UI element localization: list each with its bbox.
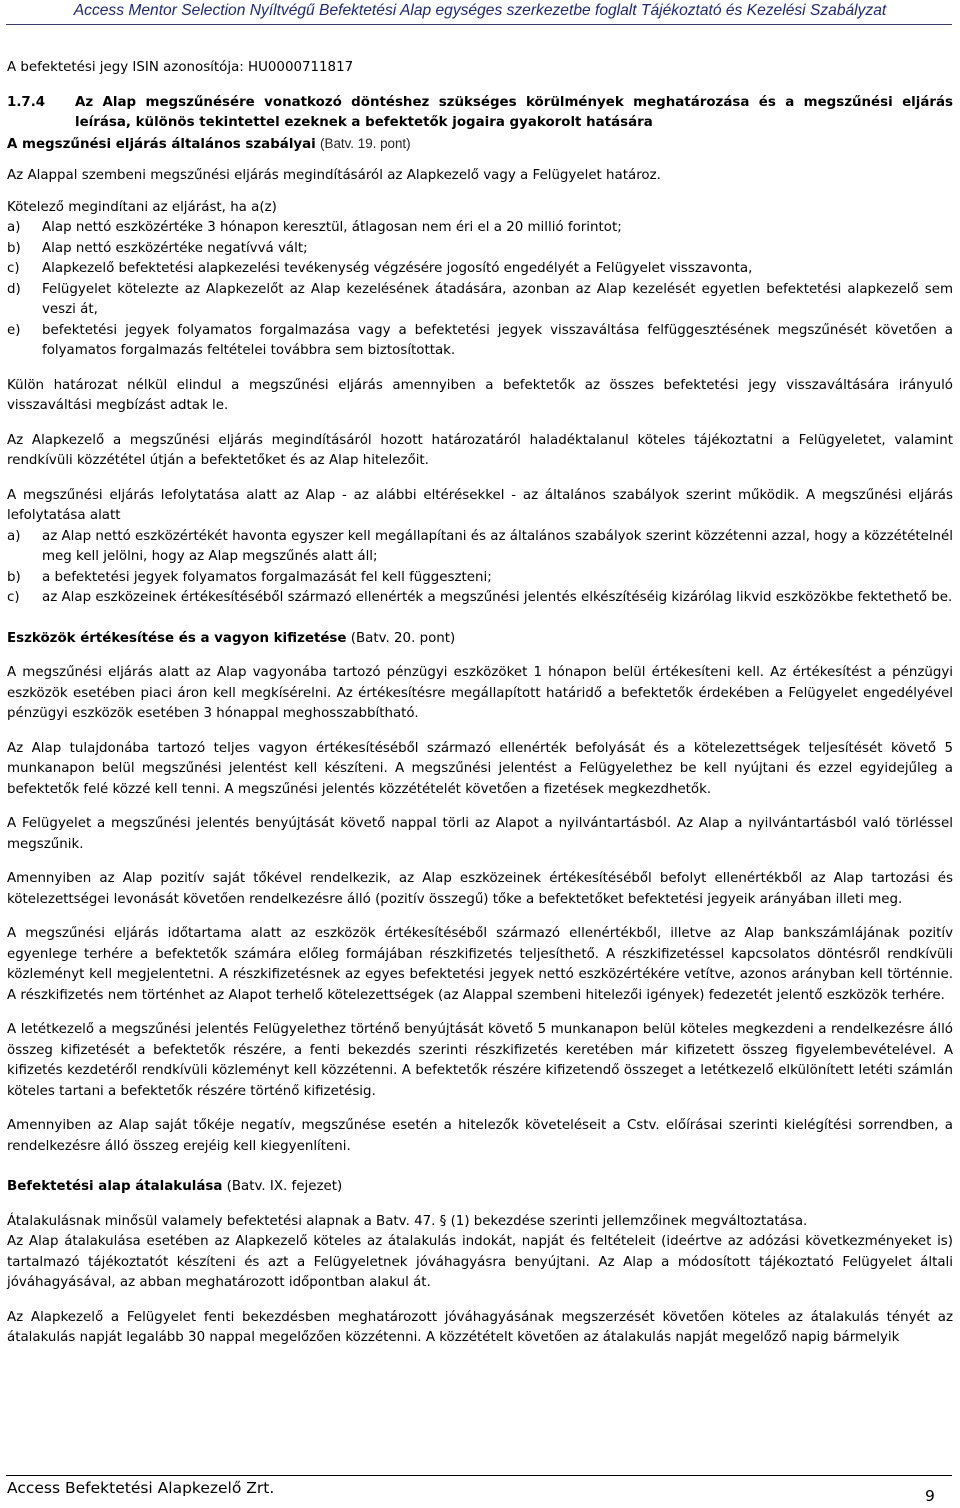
subheading-title: A megszűnési eljárás általános szabályai (7, 136, 316, 152)
paragraph: Az Alapkezelő a megszűnési eljárás megindításáról hozott határozatáról haladéktalanul köteles tájékoztatni a Felügyeletet, valamint rendkívüli közzététel útján a befektetőket és az Alap hitelezőit. (7, 432, 953, 468)
subheading-ref: (Batv. IX. fejezet) (226, 1179, 343, 1194)
page-header (0, 0, 960, 30)
header-brand: Access (73, 2, 125, 19)
isin-line: A befektetési jegy ISIN azonosítója: HU0000711817 (7, 60, 354, 75)
list-text: Felügyelet kötelezte az Alapkezelőt az Alap kezelésének átadására, azonban az Alap kezelését egyetlen befektetési alapkezelő sem veszi át, (42, 281, 953, 317)
document-body (7, 58, 953, 1349)
paragraph: Az Alappal szembeni megszűnési eljárás megindításáról az Alapkezelő vagy a Felügyelet határoz. (7, 168, 661, 183)
list-label: b) (7, 569, 21, 585)
paragraph: Az Alapkezelő a Felügyelet fenti bekezdésben meghatározott jóváhagyásának megszerzését követően köteles az átalakulás tényét az átalakulás napját legalább 30 nappal megelőzően közzétenni. A közzétételt követően az átalakulás napját megelőző napig bármelyik (7, 1309, 953, 1345)
list-label: a) (7, 528, 21, 544)
list-text: a befektetési jegyek folyamatos forgalmazását fel kell függeszteni; (42, 569, 492, 585)
list-item (7, 568, 953, 589)
list-label: c) (7, 261, 20, 276)
paragraph: Amennyiben az Alap saját tőkéje negatív, megszűnése esetén a hitelezők követeléseit a Cstv. előírásai szerinti kielégítési sorrendben, a rendelkezésre álló összeg erejéig kell kiegyenlíteni. (7, 1118, 953, 1154)
paragraph: A megszűnési eljárás időtartama alatt az eszközök értékesítéséből származó ellenértékből, illetve az Alap bankszámlájának pozitív egyenlege terhére a befektetők számára előleg formájában részkifizetés teljesíthető. A részkifizetéssel kapcsolatos döntésről rendkívüli közleményt kell megjelentetni. A részkifizetésnek az egyes befektetési jegyek nettó eszközértékére vetítve, azonos arányban kell történnie. A részkifizetés nem történhet az Alapot terhelő kötelezettségek (az Alappal szembeni hitelezői igények) fedezetét jelentő eszközök terhére. (7, 926, 953, 1003)
subheading-ref: (Batv. 19. pont) (320, 135, 411, 151)
paragraph: Kötelező megindítani az eljárást, ha a(z) (7, 199, 277, 215)
section-number: 1.7.4 (7, 94, 46, 110)
list-item (7, 527, 953, 568)
footer-company: Access Befektetési Alapkezelő Zrt. (7, 1479, 275, 1497)
paragraph: Amennyiben az Alap pozitív saját tőkével rendelkezik, az Alap eszközeinek értékesítéséből befolyt ellenértékből az Alap tartozási és kötelezettségei levonását követően rendelkezésre álló (pozitív összegű) tőke a befektetőket befektetési jegyeik arányában illeti meg. (7, 871, 953, 907)
list-label: b) (7, 240, 21, 256)
list-label: a) (7, 220, 21, 235)
list-item (7, 280, 953, 321)
paragraph: A megszűnési eljárás alatt az Alap vagyonába tartozó pénzügyi eszközöket 1 hónapon belül értékesíteni kell. Az értékesítést a pénzügyi eszközök esetében piaci áron kell megkísérelni. Az értékesítésre megállapított határidő a befektetők érdekében a Felügyelet engedélyével pénzügyi eszközök esetében 3 hónappal meghosszabbítható. (7, 665, 953, 721)
subheading-ref: (Batv. 20. pont) (350, 630, 456, 646)
section-title: Az Alap megszűnésére vonatkozó döntéshez szükséges körülmények meghatározása és a megszűnési eljárás leírása, különös tekintettel ezeknek a befektetők jogaira gyakorolt hatására (75, 94, 953, 130)
subheading-title: Befektetési alap átalakulása (7, 1179, 223, 1194)
list-text: Alapkezelő befektetési alapkezelési tevékenység végzésére jogosító engedélyét a Felügyelet visszavonta, (42, 261, 753, 276)
footer-divider (6, 1475, 952, 1476)
mandatory-conditions-list (7, 218, 953, 362)
subheading-general-rules (7, 134, 953, 156)
subheading-title: Eszközök értékesítése és a vagyon kifizetése (7, 630, 347, 646)
subheading-asset-sale (7, 629, 953, 650)
paragraph: Átalakulásnak minősül valamely befektetési alapnak a Batv. 47. § (1) bekezdése szerinti jellemzőinek megváltoztatása. (7, 1213, 808, 1229)
list-text: az Alap nettó eszközértékét havonta egyszer kell megállapítani és az általános szabályok szerint közzétenni azzal, hogy a közzétételnél meg kell jelölni, hogy az Alap megszűnés alatt áll; (42, 528, 953, 564)
paragraph: Az Alap átalakulása esetében az Alapkezelő köteles az átalakulás indokát, napját és feltételeit (ideértve az adózási következményeket is) tartalmazó tájékoztatót készíteni és azt a Felügyeletnek jóváhagyásra benyújtani. Az Alap a módosított tájékoztató Felügyelet általi jóváhagyásával, az abban meghatározott időpontban alakul át. (7, 1234, 953, 1290)
subheading-transformation (7, 1177, 953, 1198)
list-item (7, 239, 953, 260)
list-text: befektetési jegyek folyamatos forgalmazása vagy a befektetési jegyek visszaváltása felfüggesztésének megszűnését követően a folyamatos forgalmazás feltételei továbbra sem biztosítottak. (42, 322, 953, 358)
paragraph: Külön határozat nélkül elindul a megszűnési eljárás amennyiben a befektetők az összes befektetési jegy visszaváltására irányuló visszaváltási megbízást adtak le. (7, 377, 953, 413)
liquidation-rules-list (7, 527, 953, 609)
list-label: c) (7, 590, 20, 605)
header-divider (6, 24, 952, 25)
paragraph: A letétkezelő a megszűnési jelentés Felügyelethez történő benyújtását követő 5 munkanapon belül köteles megkezdeni a rendelkezésre álló összeg kifizetését a befektetők részére, a fenti bekezdés szerinti részkifizetés keretében már kifizetett összeg figyelembevételével. A kifizetés kezdetéről rendkívüli közleményt kell közzétenni. A befektetők részére kifizetendő összeget a letétkezelő elkülönített letéti számlán köteles tartani a befektetők részére történő kifizetésig. (7, 1022, 953, 1099)
paragraph: A Felügyelet a megszűnési jelentés benyújtását követő nappal törli az Alapot a nyilvántartásból. Az Alap a nyilvántartásból való törléssel megszűnik. (7, 816, 953, 852)
page-number: 9 (925, 1487, 935, 1505)
paragraph: A megszűnési eljárás lefolytatása alatt az Alap - az alábbi eltérésekkel - az általános szabályok szerint működik. A megszűnési eljárás lefolytatása alatt (7, 487, 953, 523)
list-label: d) (7, 281, 21, 297)
list-item (7, 218, 953, 239)
list-item (7, 259, 953, 280)
section-heading (7, 93, 953, 134)
list-text: az Alap eszközeinek értékesítéséből származó ellenérték a megszűnési jelentés elkészítéséig kizárólag likvid eszközökbe fektethető be. (42, 590, 953, 605)
header-title: Mentor Selection Nyíltvégű Befektetési Alap egységes szerkezetbe foglalt Tájékoztató és Kezelési Szabályzat (128, 2, 887, 19)
list-label: e) (7, 322, 21, 338)
list-item (7, 588, 953, 609)
list-text: Alap nettó eszközértéke negatívvá vált; (42, 240, 308, 256)
list-item (7, 321, 953, 362)
list-text: Alap nettó eszközértéke 3 hónapon keresztül, átlagosan nem éri el a 20 millió forintot; (42, 220, 622, 235)
paragraph: Az Alap tulajdonába tartozó teljes vagyon értékesítéséből származó ellenérték befolyását és a kötelezettségek teljesítését követő 5 munkanapon belül megszűnési jelentést kell készíteni. A megszűnési jelentést a Felügyelethez be kell nyújtani és ezzel egyidejűleg a befektetők felé közzé kell tenni. A megszűnési jelentés közzétételét követően a fizetések megkezdhetők. (7, 740, 953, 797)
